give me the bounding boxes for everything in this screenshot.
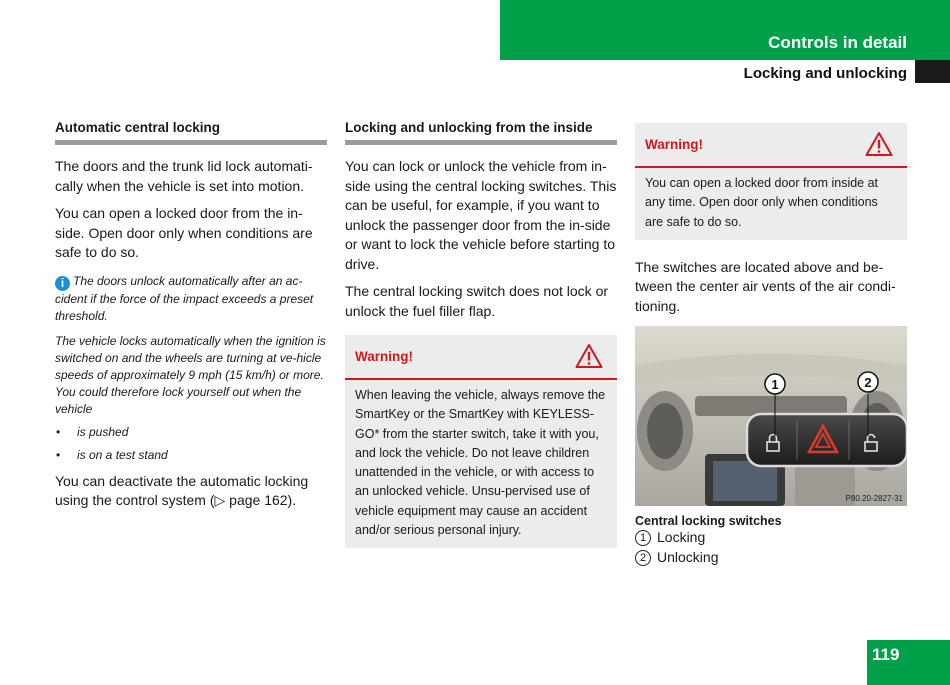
paragraph: You can deactivate the automatic locking using the control system (▷ page 162). [55,472,309,508]
legend-number: 1 [635,530,651,546]
heading-inside-locking: Locking and unlocking from the inside [345,120,617,145]
warning-triangle-icon [575,343,603,369]
column-automatic-locking [55,120,327,511]
figure-caption: Central locking switches [635,514,782,529]
info-note [55,273,327,325]
header-marker [915,60,950,83]
photo-code: P80.20-2827-31 [845,494,903,504]
legend-number: 2 [635,550,651,566]
legend-item [635,548,907,568]
info-note-text: The doors unlock automatically after an ac-cident if the force of the impact exceeds a preset threshold. [55,273,314,323]
bullet-list [55,424,327,464]
paragraph: You can lock or unlock the vehicle from in-side using the central locking switches. This can be useful, for example, if you want to unlock the passenger door from the in-side or want to lock the vehicle before starting to drive. [345,158,617,272]
paragraph: The doors and the trunk lid lock automati-cally when the vehicle is set into motion. [55,158,313,194]
central-locking-switches-illustration [635,326,907,506]
legend-label: Unlocking [657,548,719,565]
note-paragraph: The vehicle locks automatically when the ignition is switched on and the wheels are turning at ve-hicle speeds of approximately 9 mph (15 km/h) or more. You could therefore lock yourself out when the vehicle [55,333,326,416]
warning-text: You can open a locked door from inside at any time. Open door only when conditions are safe to do so. [645,176,879,229]
column-switches [635,123,907,567]
warning-label: Warning! [645,137,703,152]
warning-text: When leaving the vehicle, always remove the SmartKey or the SmartKey with KEYLESS-GO* from the starter switch, take it with you, and lock the vehicle. Do not leave children unattended in the vehicle, or with access to an unlocked vehicle. Unsu-pervised use of vehicle equipment may cause an accident and/or serious personal injury. [355,388,606,538]
paragraph: The switches are located above and be-tween the center air vents of the air condi-tioning. [635,258,896,314]
warning-triangle-icon [865,131,893,157]
warning-box [345,335,617,548]
column-inside-locking [345,120,617,548]
warning-header [345,335,617,380]
legend-label: Locking [657,529,706,546]
warning-box [635,123,907,240]
legend-item [635,528,907,548]
paragraph: You can open a locked door from the in-side. Open door only when conditions are safe to do so. [55,205,313,260]
warning-header [635,123,907,168]
warning-label: Warning! [355,349,413,364]
list-item: • is on a test stand [55,447,327,464]
list-item: • is pushed [55,424,327,441]
section-title: Locking and unlocking [743,65,907,82]
chapter-title: Controls in detail [768,33,907,52]
callout-1-label: 1 [771,377,779,393]
dashboard-photo [635,326,907,506]
callout-2-label: 2 [864,375,872,391]
info-icon: i [55,276,70,291]
page-number: 119 [872,645,900,664]
heading-automatic-locking: Automatic central locking [55,120,327,145]
paragraph: The central locking switch does not lock or unlock the fuel filler flap. [345,283,609,319]
